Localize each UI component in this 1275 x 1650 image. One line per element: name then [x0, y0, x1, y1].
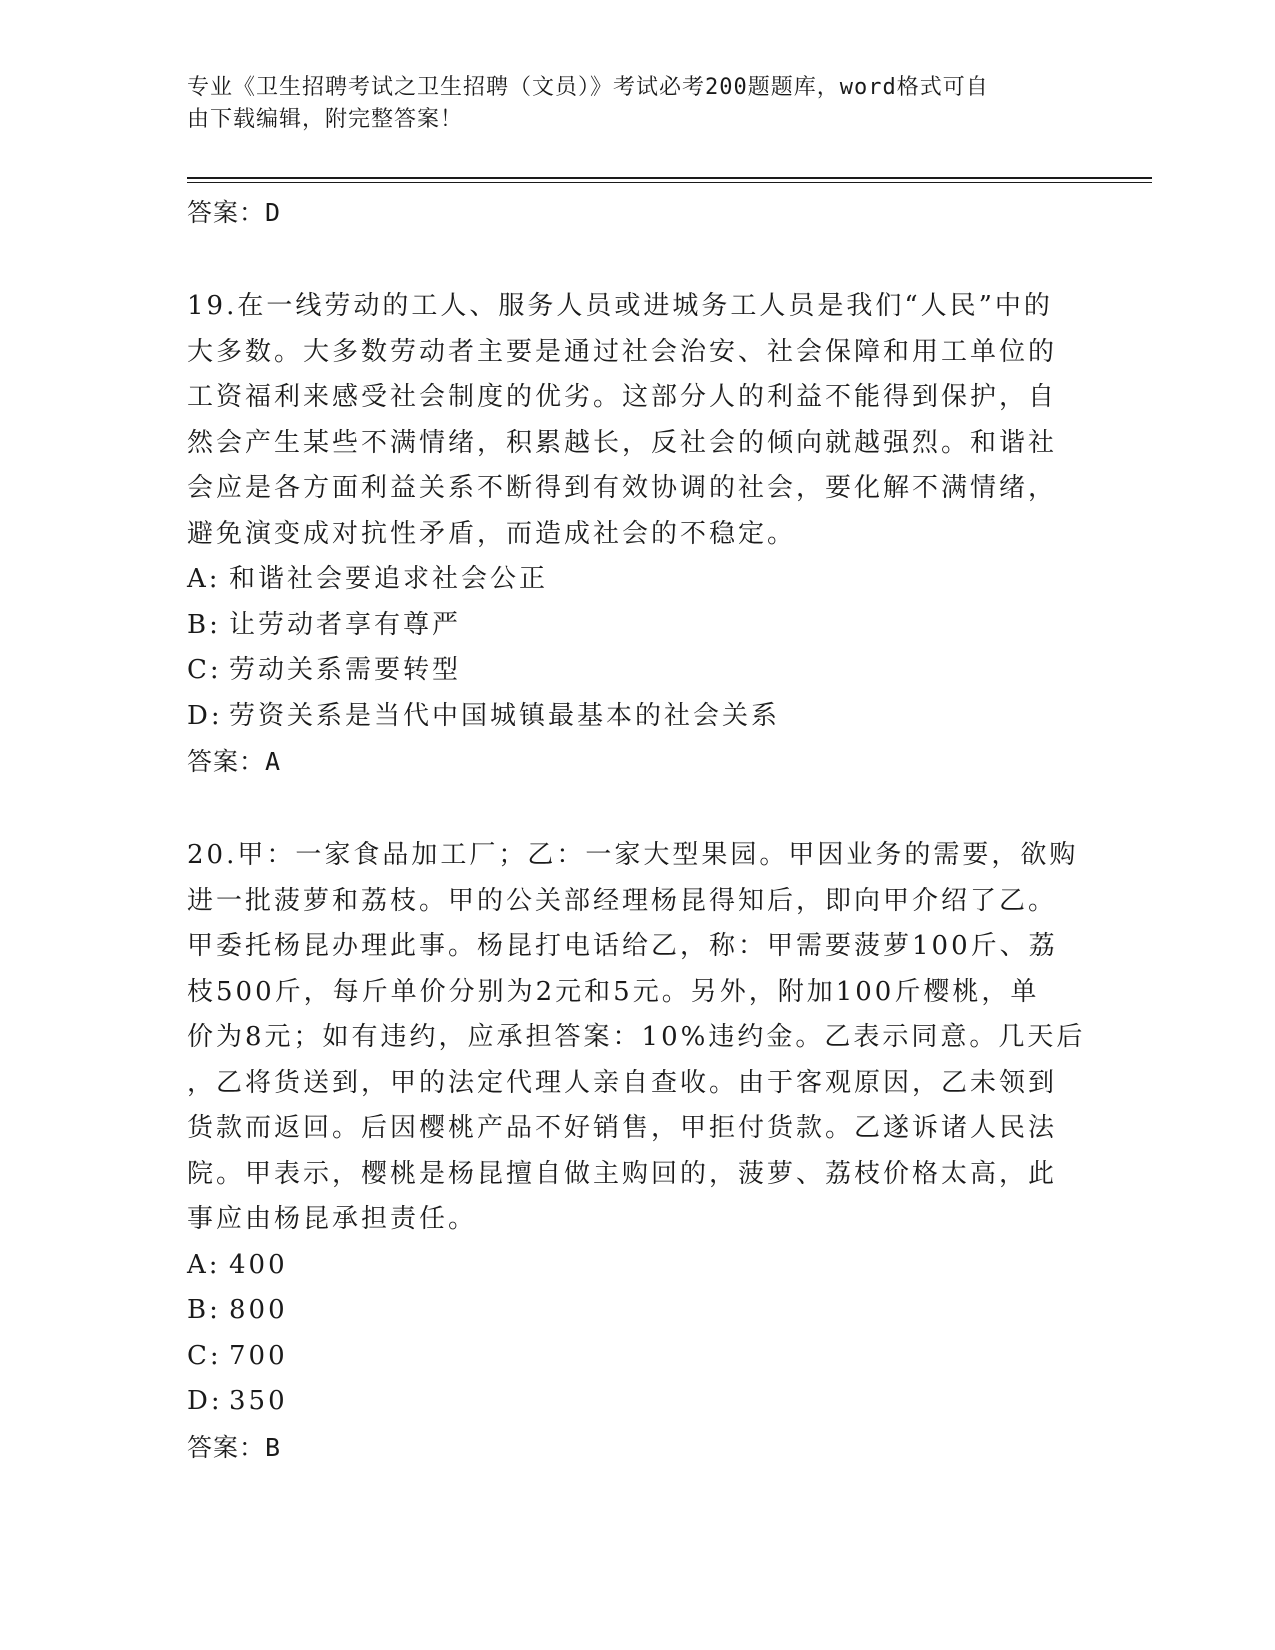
option-letter: B:: [187, 1295, 221, 1325]
document-body: [187, 190, 1087, 1470]
question-line: 甲委托杨昆办理此事。杨昆打电话给乙，称：甲需要菠萝100斤、荔: [187, 931, 1058, 961]
question-line: 院。甲表示，樱桃是杨昆擅自做主购回的，菠萝、荔枝价格太高，此: [187, 1158, 1058, 1189]
option-text: 350: [229, 1386, 288, 1416]
question-line: 事应由杨昆承担责任。: [187, 1204, 478, 1234]
header-line-1: 专业《卫生招聘考试之卫生招聘（文员）》考试必考200题题库，word格式可自: [187, 75, 989, 100]
question-20-option-d: [187, 1379, 1087, 1425]
option-text: 和谐社会要追求社会公正: [229, 564, 549, 594]
question-line: 工资福利来感受社会制度的优劣。这部分人的利益不能得到保护，自: [187, 382, 1058, 412]
header-line-2: 由下载编辑，附完整答案！: [187, 107, 464, 132]
question-19-option-b: [187, 603, 1087, 649]
question-line: 进一批菠萝和荔枝。甲的公关部经理杨昆得知后，即向甲介绍了乙。: [187, 885, 1058, 916]
question-20-option-c: [187, 1334, 1087, 1380]
question-line: 价为8元；如有违约，应承担答案：10%违约金。乙表示同意。几天后: [187, 1022, 1086, 1052]
option-text: 让劳动者享有尊严: [229, 609, 462, 640]
option-text: 700: [229, 1340, 288, 1371]
question-line: 枝500斤，每斤单价分别为2元和5元。另外，附加100斤樱桃，单: [187, 976, 1040, 1007]
option-letter: A:: [187, 1249, 221, 1280]
option-text: 劳动关系需要转型: [229, 655, 462, 685]
option-text: 800: [229, 1295, 288, 1325]
question-line: 避免演变成对抗性矛盾，而造成社会的不稳定。: [187, 518, 797, 549]
option-text: 400: [229, 1249, 288, 1280]
question-19-answer: 答案：A: [187, 747, 282, 776]
question-line: ，乙将货送到，甲的法定代理人亲自查收。由于客观原因，乙未领到: [187, 1067, 1058, 1098]
option-letter: C:: [187, 1340, 222, 1371]
option-letter: D:: [187, 1386, 223, 1416]
previous-answer: 答案：D: [187, 198, 282, 227]
question-20-stem: [187, 833, 1087, 1243]
question-line: 20.甲：一家食品加工厂；乙：一家大型果园。甲因业务的需要，欲购: [187, 840, 1079, 870]
question-19-option-d: [187, 694, 1087, 740]
option-letter: C:: [187, 655, 222, 685]
question-20-option-b: [187, 1288, 1087, 1334]
document-header: [187, 72, 1077, 136]
question-19-option-c: [187, 648, 1087, 694]
option-letter: A:: [187, 564, 221, 594]
question-20-option-a: [187, 1243, 1087, 1289]
question-20-answer: 答案：B: [187, 1432, 282, 1462]
question-line: 货款而返回。后因樱桃产品不好销售，甲拒付货款。乙遂诉诸人民法: [187, 1113, 1058, 1143]
header-rule-thick: [187, 177, 1152, 179]
question-line: 大多数。大多数劳动者主要是通过社会治安、社会保障和用工单位的: [187, 336, 1058, 367]
header-rule-thin: [187, 182, 1152, 183]
spacer: [187, 784, 1087, 833]
option-letter: D:: [187, 700, 223, 731]
question-line: 会应是各方面利益关系不断得到有效协调的社会，要化解不满情绪，: [187, 473, 1058, 503]
spacer: [187, 235, 1087, 284]
option-text: 劳资关系是当代中国城镇最基本的社会关系: [229, 700, 781, 731]
question-line: 19.在一线劳动的工人、服务人员或进城务工人员是我们“人民”中的: [187, 291, 1053, 321]
question-19-option-a: [187, 557, 1087, 603]
question-line: 然会产生某些不满情绪，积累越长，反社会的倾向就越强烈。和谐社: [187, 427, 1058, 458]
question-19-stem: [187, 284, 1087, 557]
option-letter: B:: [187, 609, 221, 640]
